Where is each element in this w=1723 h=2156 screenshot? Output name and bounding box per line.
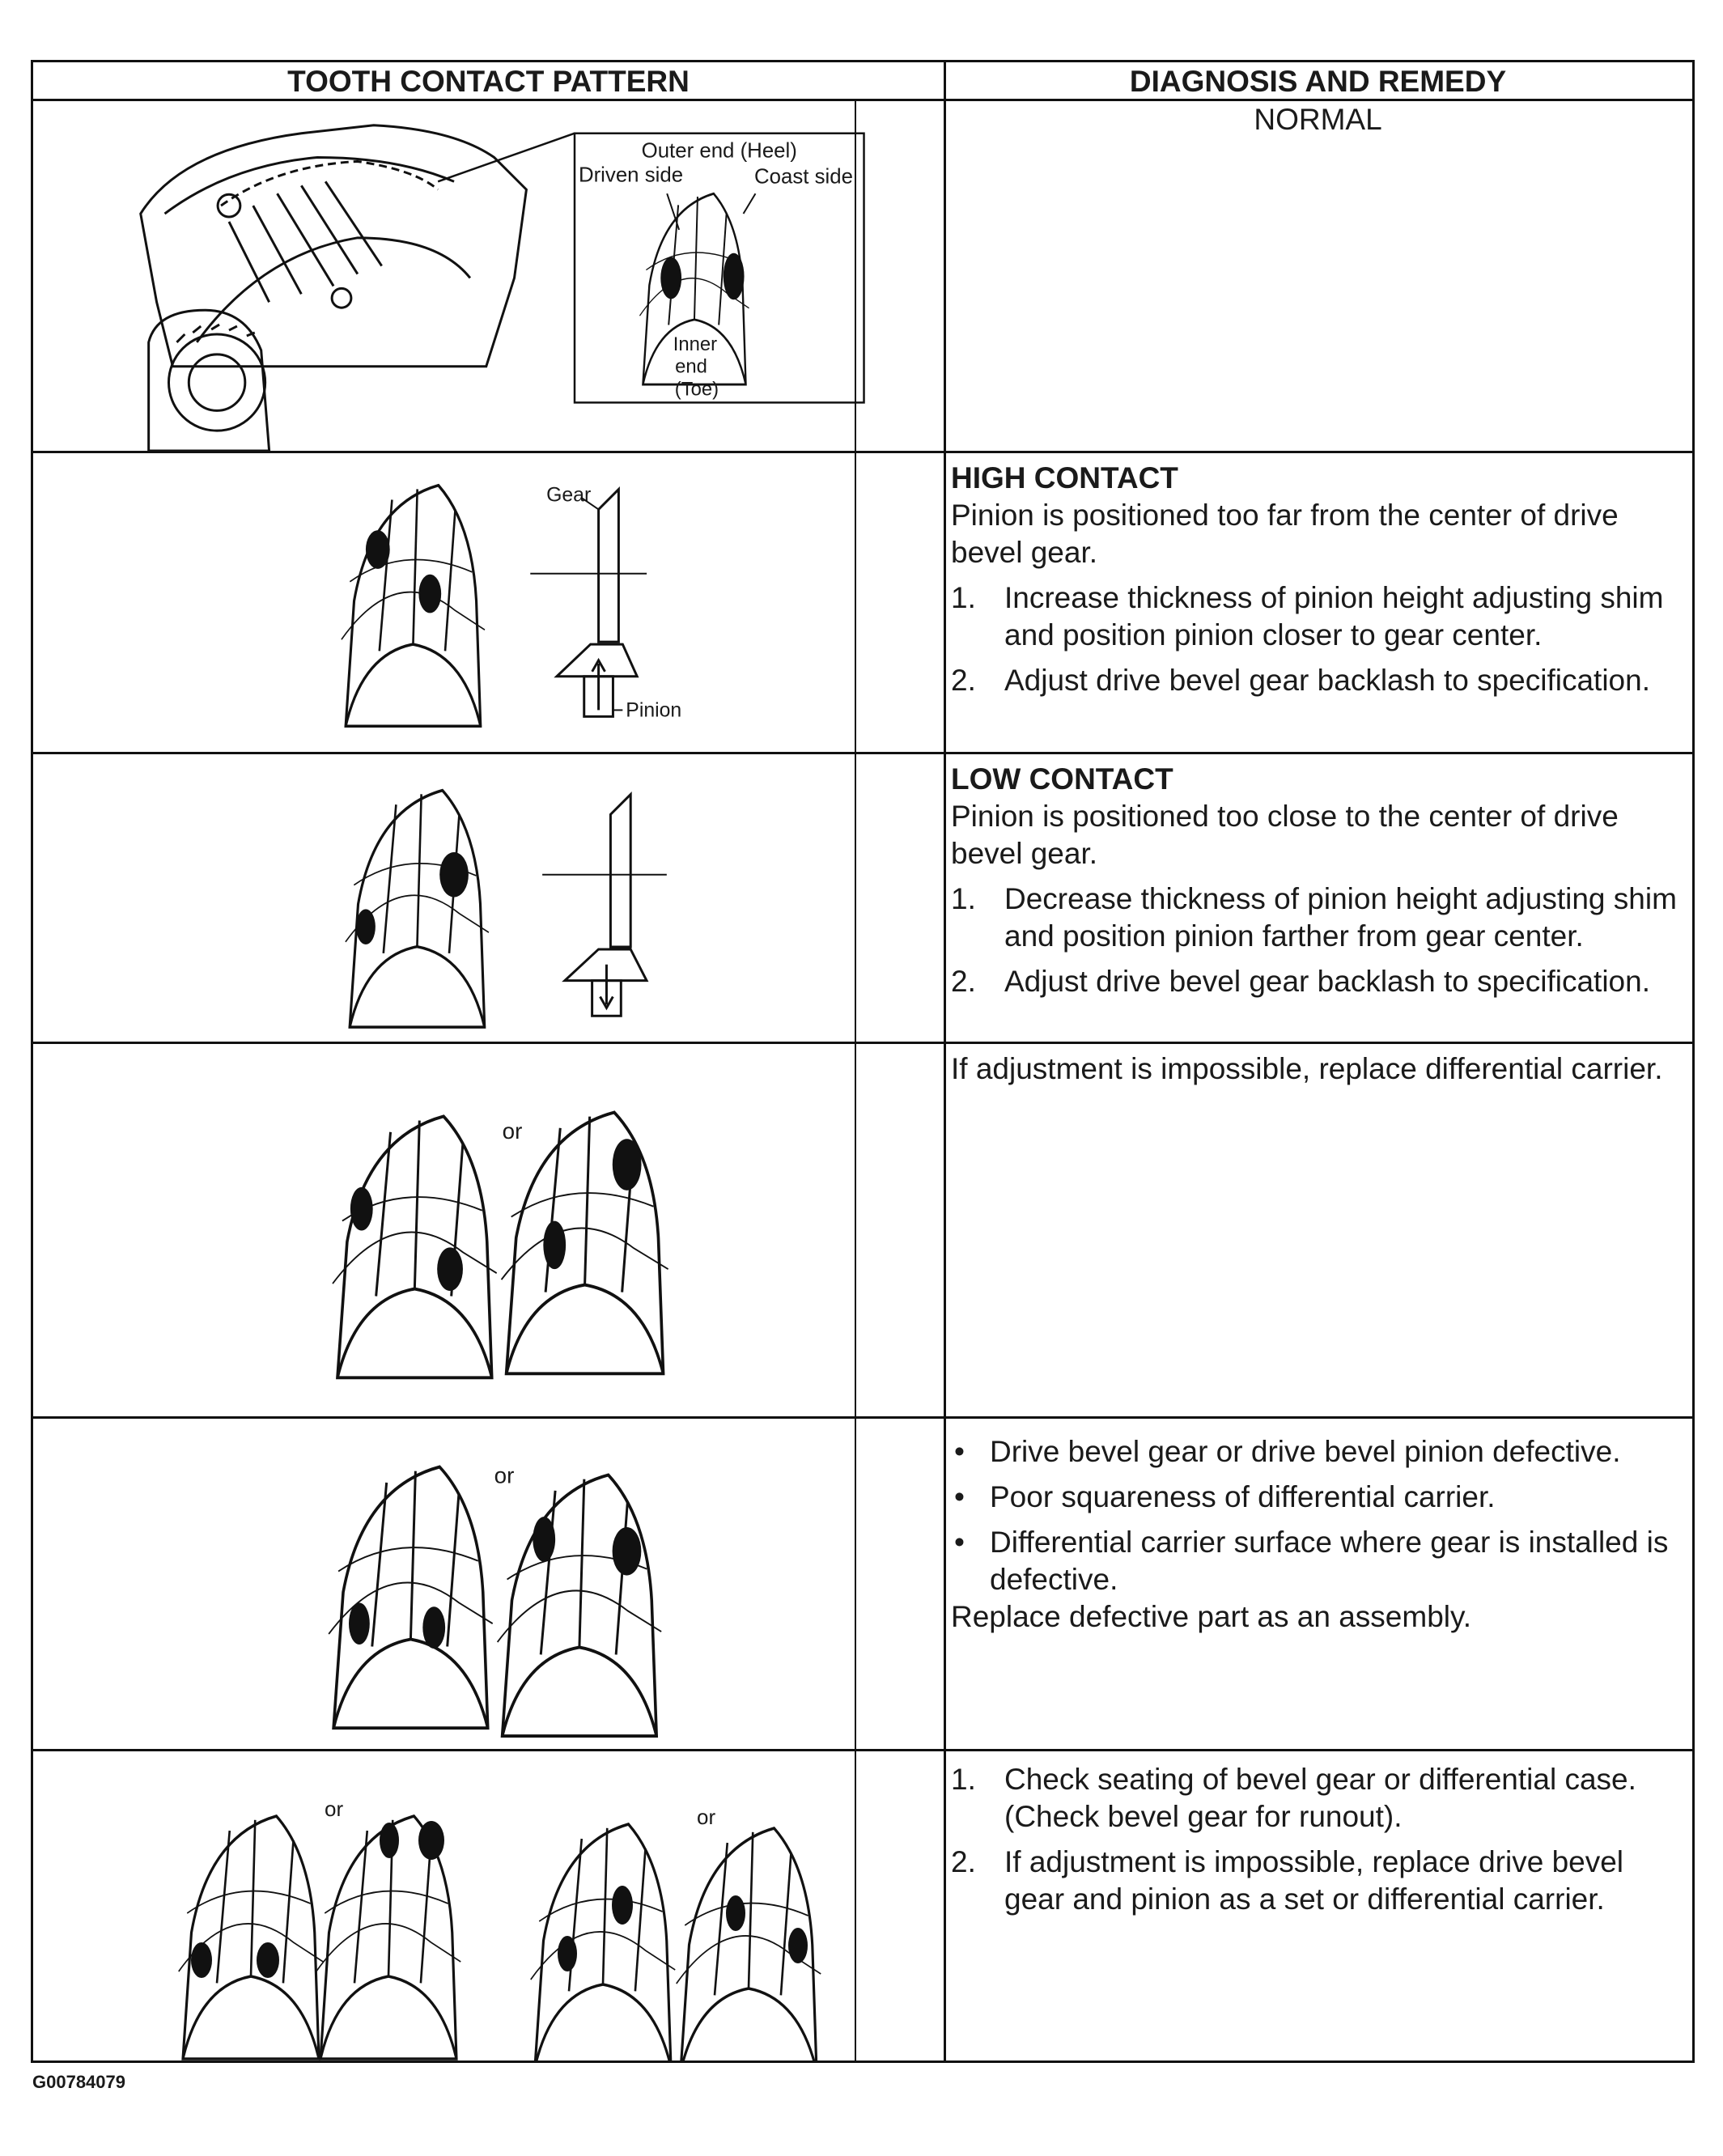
- diagnosis-low-contact: [951, 761, 1681, 1000]
- label-outer-end: Outer end (Heel): [641, 139, 797, 163]
- row-normal: [33, 101, 1692, 453]
- list-item: 1. Decrease thickness of pinion height adjusting shim and position pinion farther from gear center.: [951, 882, 1677, 953]
- contact-mark-1: [366, 530, 390, 569]
- list-item: 2. Adjust drive bevel gear backlash to specification.: [951, 664, 1650, 697]
- low-contact-illustration: [33, 754, 883, 1042]
- contact-mark-4: [543, 1221, 566, 1270]
- list-item: 1. Check seating of bevel gear or differential case. (Check bevel gear for runout).: [951, 1763, 1636, 1833]
- row-defective-parts: [33, 1419, 1692, 1751]
- label-gear: Gear: [546, 484, 592, 507]
- contact-mark-1: [349, 1602, 370, 1645]
- or-label: or: [494, 1462, 515, 1488]
- high-contact-cause: Pinion is positioned too far from the center of drive bevel gear.: [951, 499, 1619, 569]
- contact-mark-5: [558, 1936, 577, 1971]
- label-pinion: Pinion: [626, 699, 682, 722]
- contact-mark-coast: [724, 253, 745, 300]
- normal-contact-illustration: [33, 101, 883, 451]
- contact-mark-2: [422, 1606, 445, 1649]
- contact-mark-driven: [660, 257, 681, 299]
- label-coast-side: Coast side: [754, 165, 854, 189]
- contact-illustration-pair-1: [33, 1044, 883, 1416]
- contact-mark-1: [191, 1942, 212, 1978]
- row-low-contact: [33, 754, 1692, 1044]
- gear-pinion-diagram: [542, 795, 667, 1016]
- low-contact-cause: Pinion is positioned too close to the center of drive bevel gear.: [951, 800, 1619, 870]
- diagnosis-normal: [944, 101, 1692, 138]
- diagnosis-table: [31, 60, 1695, 2063]
- defective-parts-remedy: Replace defective part as an assembly.: [951, 1600, 1472, 1633]
- diagnosis-high-contact: [951, 460, 1681, 699]
- contact-mark-8: [788, 1928, 808, 1963]
- contact-mark-2: [356, 909, 376, 944]
- row-high-contact: [33, 453, 1692, 754]
- contact-mark-3: [380, 1823, 399, 1858]
- contact-mark-1: [350, 1187, 373, 1231]
- header-tooth-contact-pattern: TOOTH CONTACT PATTERN: [33, 62, 944, 101]
- contact-mark-4: [613, 1527, 642, 1576]
- contact-mark-2: [257, 1942, 279, 1978]
- list-item: 1. Increase thickness of pinion height adjusting shim and position pinion closer to gear center.: [951, 581, 1664, 651]
- contact-mark-3: [613, 1139, 642, 1190]
- high-contact-title: HIGH CONTACT: [951, 461, 1178, 494]
- label-toe: (Toe): [674, 378, 719, 401]
- row-replace-carrier: [33, 1044, 1692, 1419]
- gear-pinion-diagram: [530, 490, 647, 717]
- diagnosis-replace-carrier: [951, 1050, 1681, 1088]
- contact-illustration-pair-2: [33, 1419, 883, 1749]
- differential-carrier-sketch: [141, 125, 527, 451]
- list-item: • Poor squareness of differential carrier.: [954, 1480, 1496, 1513]
- list-item: 2. Adjust drive bevel gear backlash to specification.: [951, 965, 1650, 998]
- contact-mark-4: [418, 1821, 444, 1860]
- list-item: 2. If adjustment is impossible, replace drive bevel gear and pinion as a set or differential carrier.: [951, 1845, 1624, 1916]
- label-driven-side: Driven side: [578, 163, 684, 187]
- contact-mark-1: [439, 852, 469, 898]
- normal-title: NORMAL: [1254, 103, 1382, 136]
- figure-id: G00784079: [32, 2072, 125, 2092]
- contact-mark-7: [726, 1895, 745, 1931]
- replace-carrier-text: If adjustment is impossible, replace differential carrier.: [951, 1052, 1663, 1085]
- list-item: • Drive bevel gear or drive bevel pinion defective.: [954, 1435, 1621, 1468]
- row-runout: [33, 1751, 1692, 2061]
- or-label: or: [325, 1797, 344, 1821]
- contact-mark-2: [437, 1247, 463, 1291]
- or-label: or: [502, 1118, 523, 1144]
- or-label: or: [697, 1805, 716, 1829]
- diagnosis-runout: [951, 1758, 1681, 1918]
- header-diagnosis-and-remedy: DIAGNOSIS AND REMEDY: [944, 62, 1692, 101]
- diagnosis-defective-parts: [951, 1425, 1681, 1636]
- low-contact-title: LOW CONTACT: [951, 762, 1173, 796]
- label-end: end: [675, 355, 707, 378]
- contact-illustration-quad: [33, 1751, 883, 2061]
- high-contact-illustration: [33, 453, 883, 752]
- contact-mark-6: [612, 1886, 633, 1925]
- contact-mark-2: [418, 575, 441, 613]
- label-inner: Inner: [673, 333, 718, 355]
- contact-mark-3: [533, 1517, 555, 1562]
- list-item: • Differential carrier surface where gear is installed is defective.: [954, 1526, 1669, 1596]
